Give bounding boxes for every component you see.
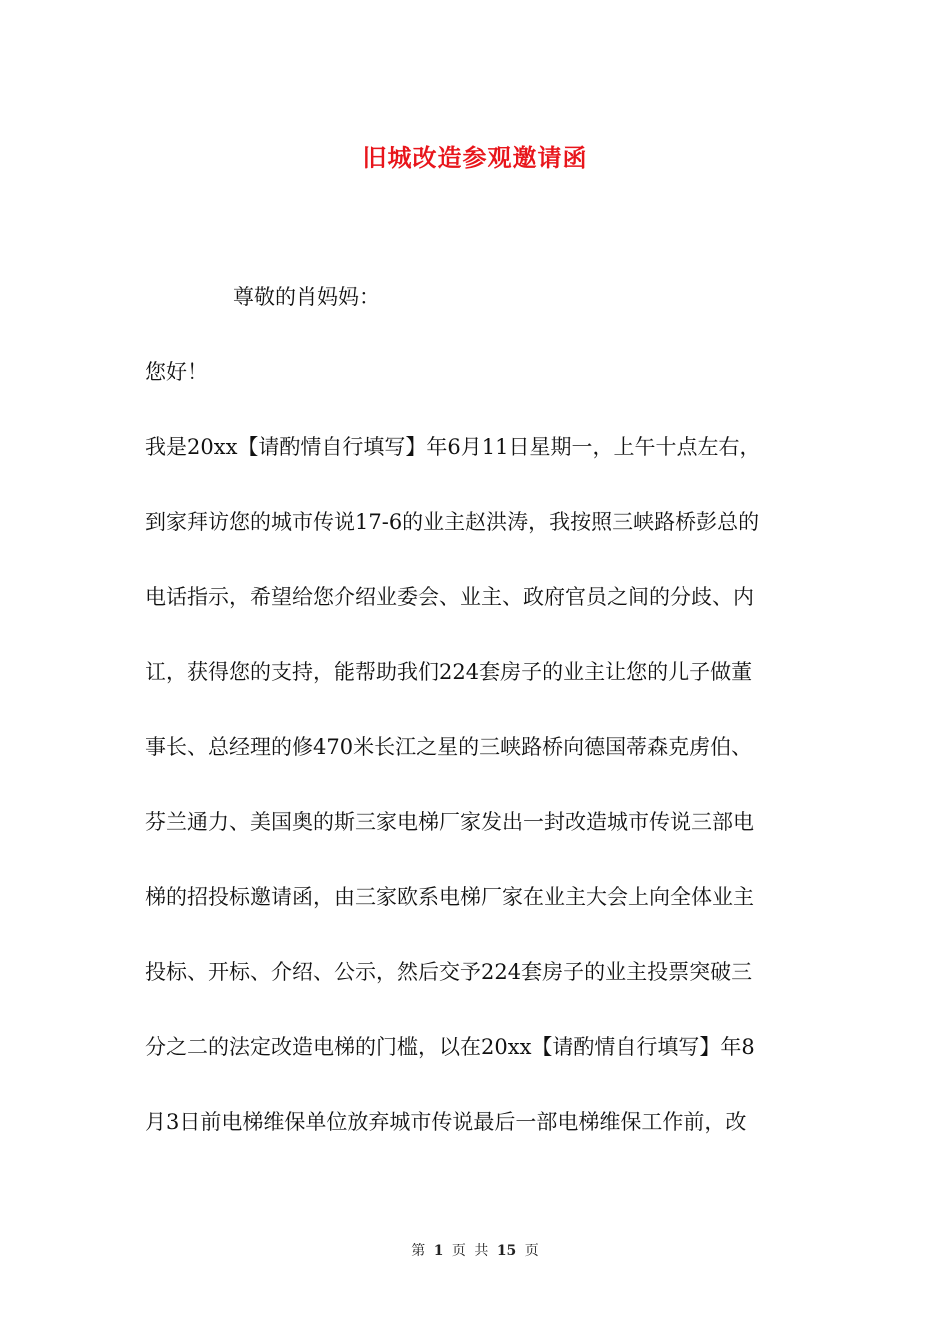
total-page-count: 15 [496, 1243, 517, 1259]
footer-gong: 共 [474, 1243, 489, 1259]
body-line: 分之二的法定改造电梯的门槛，以在20xx【请酌情自行填写】年8 [145, 1035, 755, 1059]
current-page-number: 1 [433, 1243, 444, 1259]
document-title: 旧城改造参观邀请函 [362, 143, 588, 172]
body-line: 芬兰通力、美国奥的斯三家电梯厂家发出一封改造城市传说三部电 [145, 810, 754, 834]
body-line: 到家拜访您的城市传说17-6的业主赵洪涛，我按照三峡路桥彭总的 [145, 510, 760, 534]
footer-ye: 页 [451, 1243, 466, 1259]
body-line: 讧，获得您的支持，能帮助我们224套房子的业主让您的儿子做董 [145, 660, 753, 684]
body-line: 我是20xx【请酌情自行填写】年6月11日星期一，上午十点左右， [145, 435, 761, 459]
greeting-line: 您好！ [145, 360, 208, 384]
footer-di: 第 [411, 1243, 426, 1259]
footer-ye2: 页 [524, 1243, 539, 1259]
body-line: 事长、总经理的修470米长江之星的三峡路桥向德国蒂森克虏伯、 [145, 735, 753, 759]
body-line: 投标、开标、介绍、公示，然后交予224套房子的业主投票突破三 [145, 960, 753, 984]
body-line: 电话指示，希望给您介绍业委会、业主、政府官员之间的分歧、内 [145, 585, 754, 609]
salutation: 尊敬的肖妈妈： [233, 285, 380, 309]
body-line: 月3日前电梯维保单位放弃城市传说最后一部电梯维保工作前，改 [145, 1110, 747, 1134]
body-line: 梯的招投标邀请函，由三家欧系电梯厂家在业主大会上向全体业主 [145, 885, 754, 909]
page-footer [0, 1240, 950, 1260]
